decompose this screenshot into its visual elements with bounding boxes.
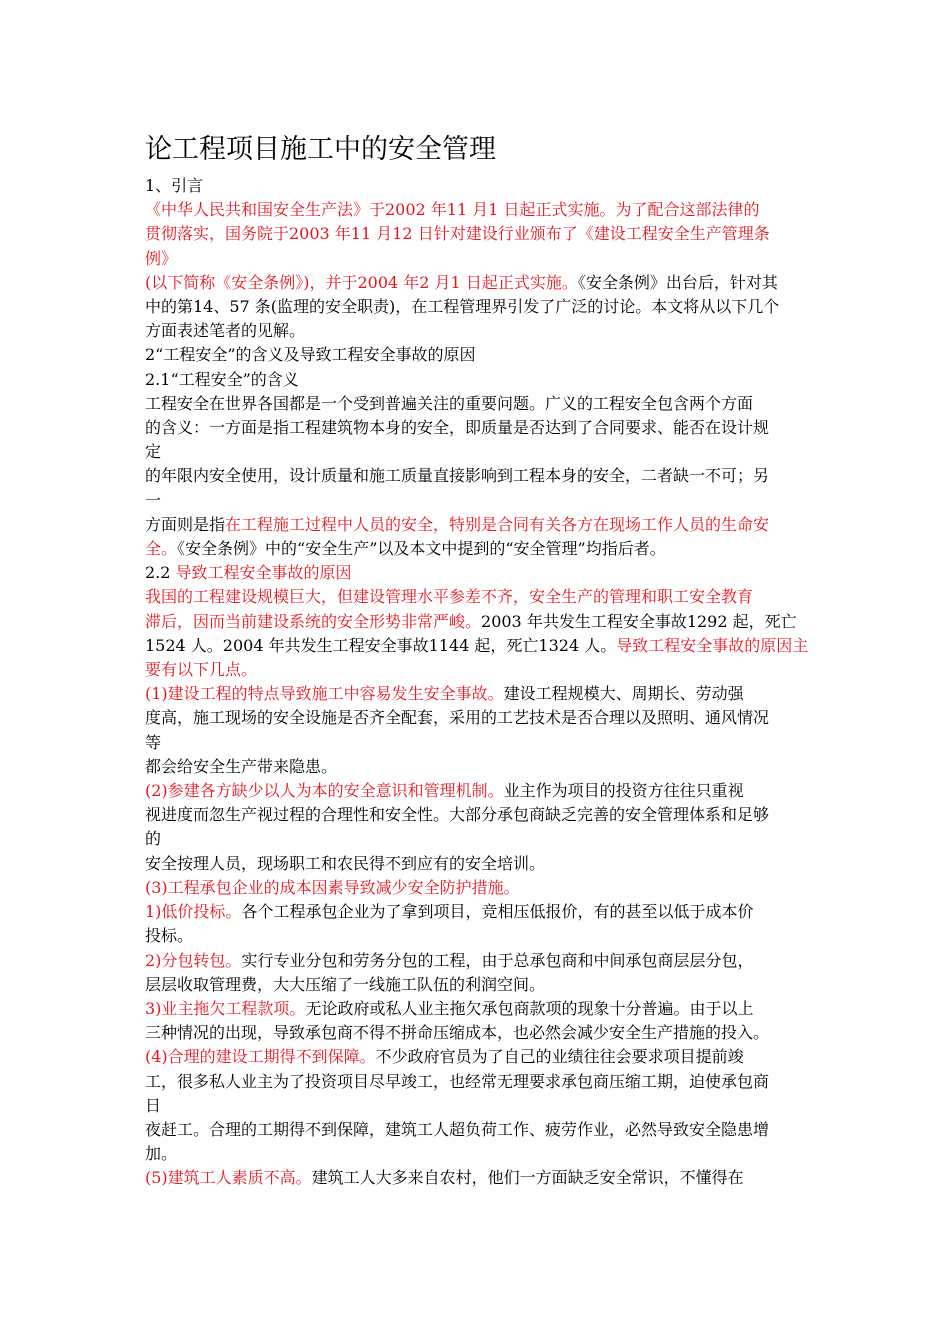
text-line	[145, 271, 825, 295]
text-line	[145, 198, 825, 222]
text-segment: 实行专业分包和劳务分包的工程，由于总承包商和中间承包商层层分包，	[241, 950, 754, 970]
document-title: 论工程项目施工中的安全管理	[145, 134, 496, 165]
highlighted-text: 滞后，因而当前建设系统的安全形势非常严峻。	[145, 611, 482, 631]
text-segment: 《安全条例》中的“安全生产”以及本文中提到的“安全管理”均指后者。	[177, 539, 666, 559]
text-line	[145, 706, 825, 730]
text-line	[145, 997, 825, 1021]
text-line	[145, 513, 825, 537]
text-segment: 建设工程规模大、周期长、劳动强	[503, 684, 744, 704]
text-segment: 度高，施工现场的安全设施是否齐全配套，采用的工艺技术是否合理以及照明、通风情况	[145, 708, 770, 728]
highlighted-text: 要有以下几点。	[145, 660, 258, 680]
text-line	[145, 174, 825, 198]
text-line	[145, 392, 825, 416]
text-segment: 夜赶工。合理的工期得不到保障，建筑工人超负荷工作、疲劳作业，必然导致安全隐患增	[145, 1119, 770, 1139]
document-body	[145, 174, 825, 1191]
text-segment: 三种情况的出现，导致承包商不得不拼命压缩成本，也必然会减少安全生产措施的投入。	[145, 1023, 770, 1043]
text-line	[145, 1045, 825, 1069]
text-line	[145, 682, 825, 706]
text-line	[145, 779, 825, 803]
text-segment: 工，很多私人业主为了投资项目尽早竣工，也经常无理要求承包商压缩工期，迫使承包商	[145, 1071, 770, 1091]
text-line	[145, 247, 825, 271]
text-segment: 1524 人。2004 年共发生工程安全事故1144 起，死亡1324 人。	[145, 635, 617, 655]
text-line	[145, 343, 825, 367]
text-line	[145, 489, 825, 513]
text-segment: 无论政府或私人业主拖欠承包商款项的现象十分普遍。由于以上	[305, 998, 754, 1018]
text-line	[145, 634, 825, 658]
text-line	[145, 658, 825, 682]
highlighted-text: 2)分包转包。	[145, 950, 242, 970]
highlighted-text: (5)建筑工人素质不高。	[145, 1168, 312, 1188]
text-line	[145, 464, 825, 488]
text-segment: 等	[145, 732, 162, 752]
document-page	[145, 130, 825, 1191]
highlighted-text: (2)参建各方缺少以人为本的安全意识和管理机制。	[145, 781, 504, 801]
highlighted-text: 贯彻落实，国务院于2003 年11 月12 日针对建设行业颁布了《建设工程安全生产管理条	[145, 224, 770, 244]
highlighted-text: 在工程施工过程中人员的安全，特别是合同有关各方在现场工作人员的生命安	[225, 514, 770, 534]
text-line	[145, 610, 825, 634]
text-segment: 加。	[145, 1144, 178, 1164]
text-segment: 日	[145, 1095, 162, 1115]
text-segment: 2003 年共发生工程安全事故1292 起，死亡	[481, 611, 797, 631]
text-line	[145, 949, 825, 973]
text-segment: 2.1“工程安全”的含义	[145, 369, 299, 389]
text-line	[145, 319, 825, 343]
text-segment: 各个工程承包企业为了拿到项目，竞相压低报价，有的甚至以低于成本价	[241, 902, 754, 922]
text-line	[145, 1021, 825, 1045]
text-segment: 定	[145, 442, 162, 462]
text-segment: 都会给安全生产带来隐患。	[145, 756, 338, 776]
text-segment: 方面则是指	[145, 514, 226, 534]
highlighted-text: 3)业主拖欠工程款项。	[145, 998, 306, 1018]
text-line	[145, 827, 825, 851]
text-segment: 1、引言	[145, 176, 204, 195]
text-line	[145, 852, 825, 876]
text-line	[145, 222, 825, 246]
text-line	[145, 295, 825, 319]
text-line	[145, 731, 825, 755]
highlighted-text: 1)低价投标。	[145, 902, 242, 922]
highlighted-text: (以下简称《安全条例》)，并于2004 年2 月1 日起正式实施。	[145, 272, 578, 292]
highlighted-text: (1)建设工程的特点导致施工中容易发生安全事故。	[145, 684, 504, 704]
text-segment: 工程安全在世界各国都是一个受到普遍关注的重要问题。广义的工程安全包含两个方面	[145, 393, 754, 413]
text-segment: 《安全条例》出台后，针对其	[577, 272, 778, 292]
text-segment: 业主作为项目的投资方往往只重视	[503, 781, 744, 801]
highlighted-text: (4)合理的建设工期得不到保障。	[145, 1047, 376, 1067]
text-line	[145, 1070, 825, 1094]
text-segment: 建筑工人大多来自农村，他们一方面缺乏安全常识，不懂得在	[311, 1168, 744, 1188]
text-line	[145, 876, 825, 900]
highlighted-text: 全。	[145, 539, 178, 559]
text-segment: 2“工程安全”的含义及导致工程安全事故的原因	[145, 345, 476, 365]
text-line	[145, 803, 825, 827]
text-line	[145, 368, 825, 392]
text-line	[145, 561, 825, 585]
text-line	[145, 1118, 825, 1142]
text-line	[145, 1166, 825, 1190]
text-segment: 的含义：一方面是指工程建筑物本身的安全，即质量是否达到了合同要求、能否在设计规	[145, 418, 770, 438]
highlighted-text: 《中华人民共和国安全生产法》于2002 年11 月1 日起正式实施。为了配合这部法律的	[145, 200, 760, 220]
text-segment: 的年限内安全使用，设计质量和施工质量直接影响到工程本身的安全，二者缺一不可；另	[145, 466, 770, 486]
text-line	[145, 416, 825, 440]
text-line	[145, 537, 825, 561]
highlighted-text: 例》	[145, 248, 178, 268]
text-line	[145, 440, 825, 464]
text-segment: 层层收取管理费，大大压缩了一线施工队伍的利润空间。	[145, 974, 546, 994]
text-segment: 一	[145, 490, 162, 510]
text-line	[145, 973, 825, 997]
highlighted-text: 导致工程安全事故的原因	[175, 563, 352, 583]
highlighted-text: 我国的工程建设规模巨大，但建设管理水平参差不齐，安全生产的管理和职工安全教育	[145, 587, 754, 607]
text-segment: 2.2	[145, 563, 176, 583]
highlighted-text: (3)工程承包企业的成本因素导致减少安全防护措施。	[145, 877, 520, 897]
highlighted-text: 导致工程安全事故的原因主	[616, 635, 809, 655]
text-segment: 视进度而忽生产视过程的合理性和安全性。大部分承包商缺乏完善的安全管理体系和足够	[145, 805, 770, 825]
text-line	[145, 755, 825, 779]
text-segment: 中的第14、57 条(监理的安全职责)，在工程管理界引发了广泛的讨论。本文将从以下几个	[145, 297, 780, 317]
text-line	[145, 924, 825, 948]
text-line	[145, 585, 825, 609]
text-segment: 的	[145, 829, 162, 849]
text-line	[145, 900, 825, 924]
text-line	[145, 1094, 825, 1118]
text-line	[145, 1142, 825, 1166]
text-segment: 方面表述笔者的见解。	[145, 321, 306, 341]
text-segment: 不少政府官员为了自己的业绩往往会要求项目提前竣	[375, 1047, 744, 1067]
text-segment: 安全按理人员，现场职工和农民得不到应有的安全培训。	[145, 853, 546, 873]
text-segment: 投标。	[145, 926, 194, 946]
